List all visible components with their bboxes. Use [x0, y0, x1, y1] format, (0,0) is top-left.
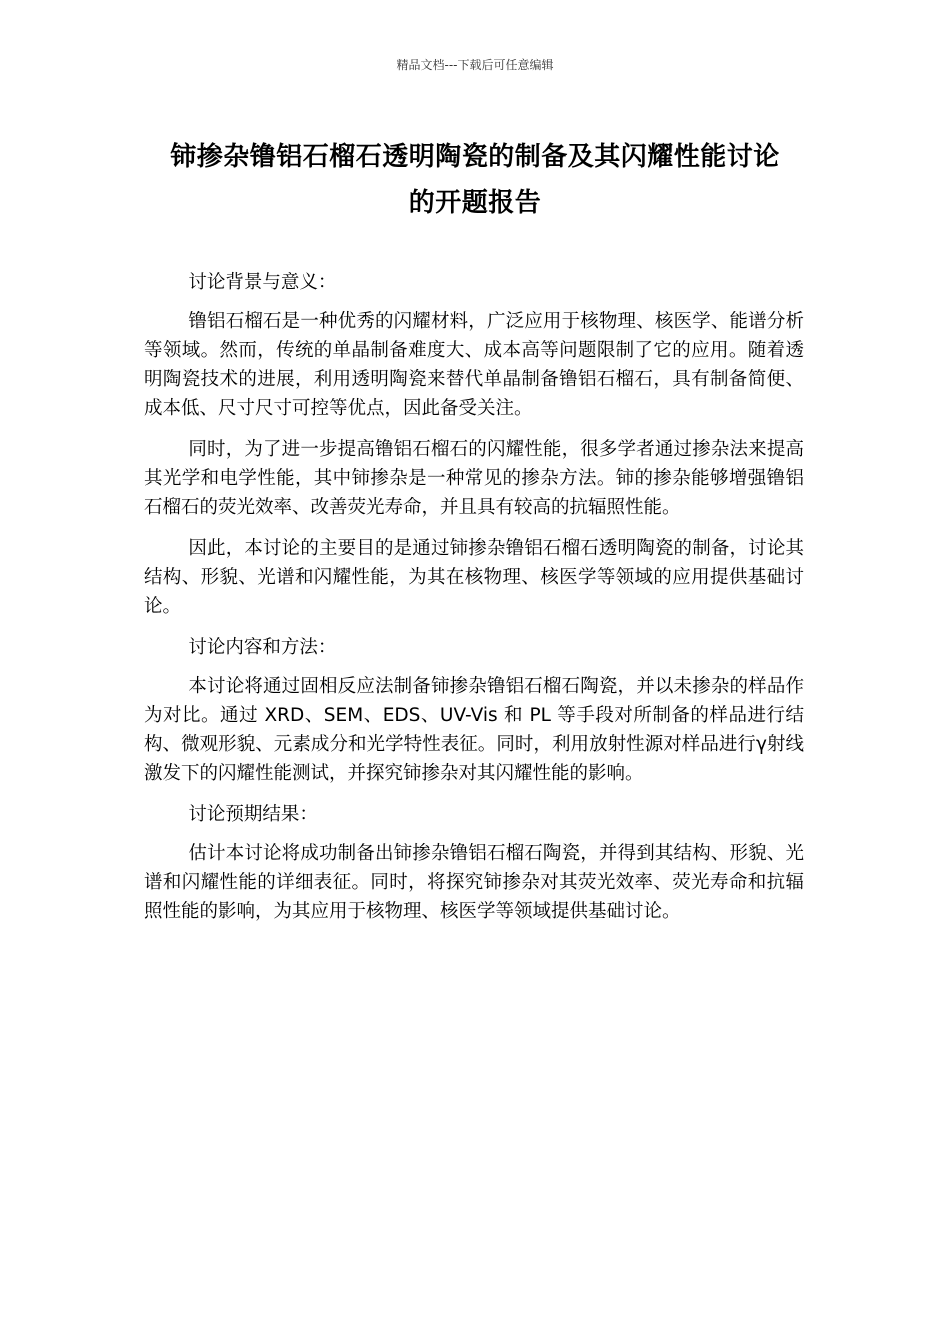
title-line-2: 的开题报告 [408, 188, 542, 218]
paragraph: 估计本讨论将成功制备出铈掺杂镥铝石榴石陶瓷，并得到其结构、形貌、光谱和闪耀性能的详细表征。同时，将探究铈掺杂对其荧光效率、荧光寿命和抗辐照性能的影响，为其应用于核物理、核医学等领域提供基础讨论。 [144, 843, 804, 922]
title-line-1: 铈掺杂镥铝石榴石透明陶瓷的制备及其闪耀性能讨论 [170, 142, 780, 172]
section-heading-expected-results: 讨论预期结果： [188, 804, 318, 825]
paragraph: 镥铝石榴石是一种优秀的闪耀材料，广泛应用于核物理、核医学、能谱分析等领域。然而，传统的单晶制备难度大、成本高等问题限制了它的应用。随着透明陶瓷技术的进展，利用透明陶瓷来替代单晶制备镥铝石榴石，具有制备简便、成本低、尺寸尺寸可控等优点，因此备受关注。 [144, 311, 804, 419]
paragraph: 本讨论将通过固相反应法制备铈掺杂镥铝石榴石陶瓷，并以未掺杂的样品作为对比。通过 XRD、SEM、EDS、UV-Vis 和 PL 等手段对所制备的样品进行结构、微观形貌、元素成分和光学特性表征。同时，利用放射性源对样品进行γ射线激发下的闪耀性能测试，并探究铈掺杂对其闪耀性能的影响。 [144, 676, 804, 784]
paragraph: 因此，本讨论的主要目的是通过铈掺杂镥铝石榴石透明陶瓷的制备，讨论其结构、形貌、光谱和闪耀性能，为其在核物理、核医学等领域的应用提供基础讨论。 [144, 538, 804, 617]
paragraph: 同时，为了进一步提高镥铝石榴石的闪耀性能，很多学者通过掺杂法来提高其光学和电学性能，其中铈掺杂是一种常见的掺杂方法。铈的掺杂能够增强镥铝石榴石的荧光效率、改善荧光寿命，并且具有较高的抗辐照性能。 [144, 439, 804, 518]
document-title [140, 134, 810, 226]
section-heading-background: 讨论背景与意义： [188, 272, 337, 293]
section-heading-methods: 讨论内容和方法： [188, 637, 337, 658]
page-header: 精品文档---下载后可任意编辑 [396, 58, 554, 72]
document-body [144, 268, 804, 938]
